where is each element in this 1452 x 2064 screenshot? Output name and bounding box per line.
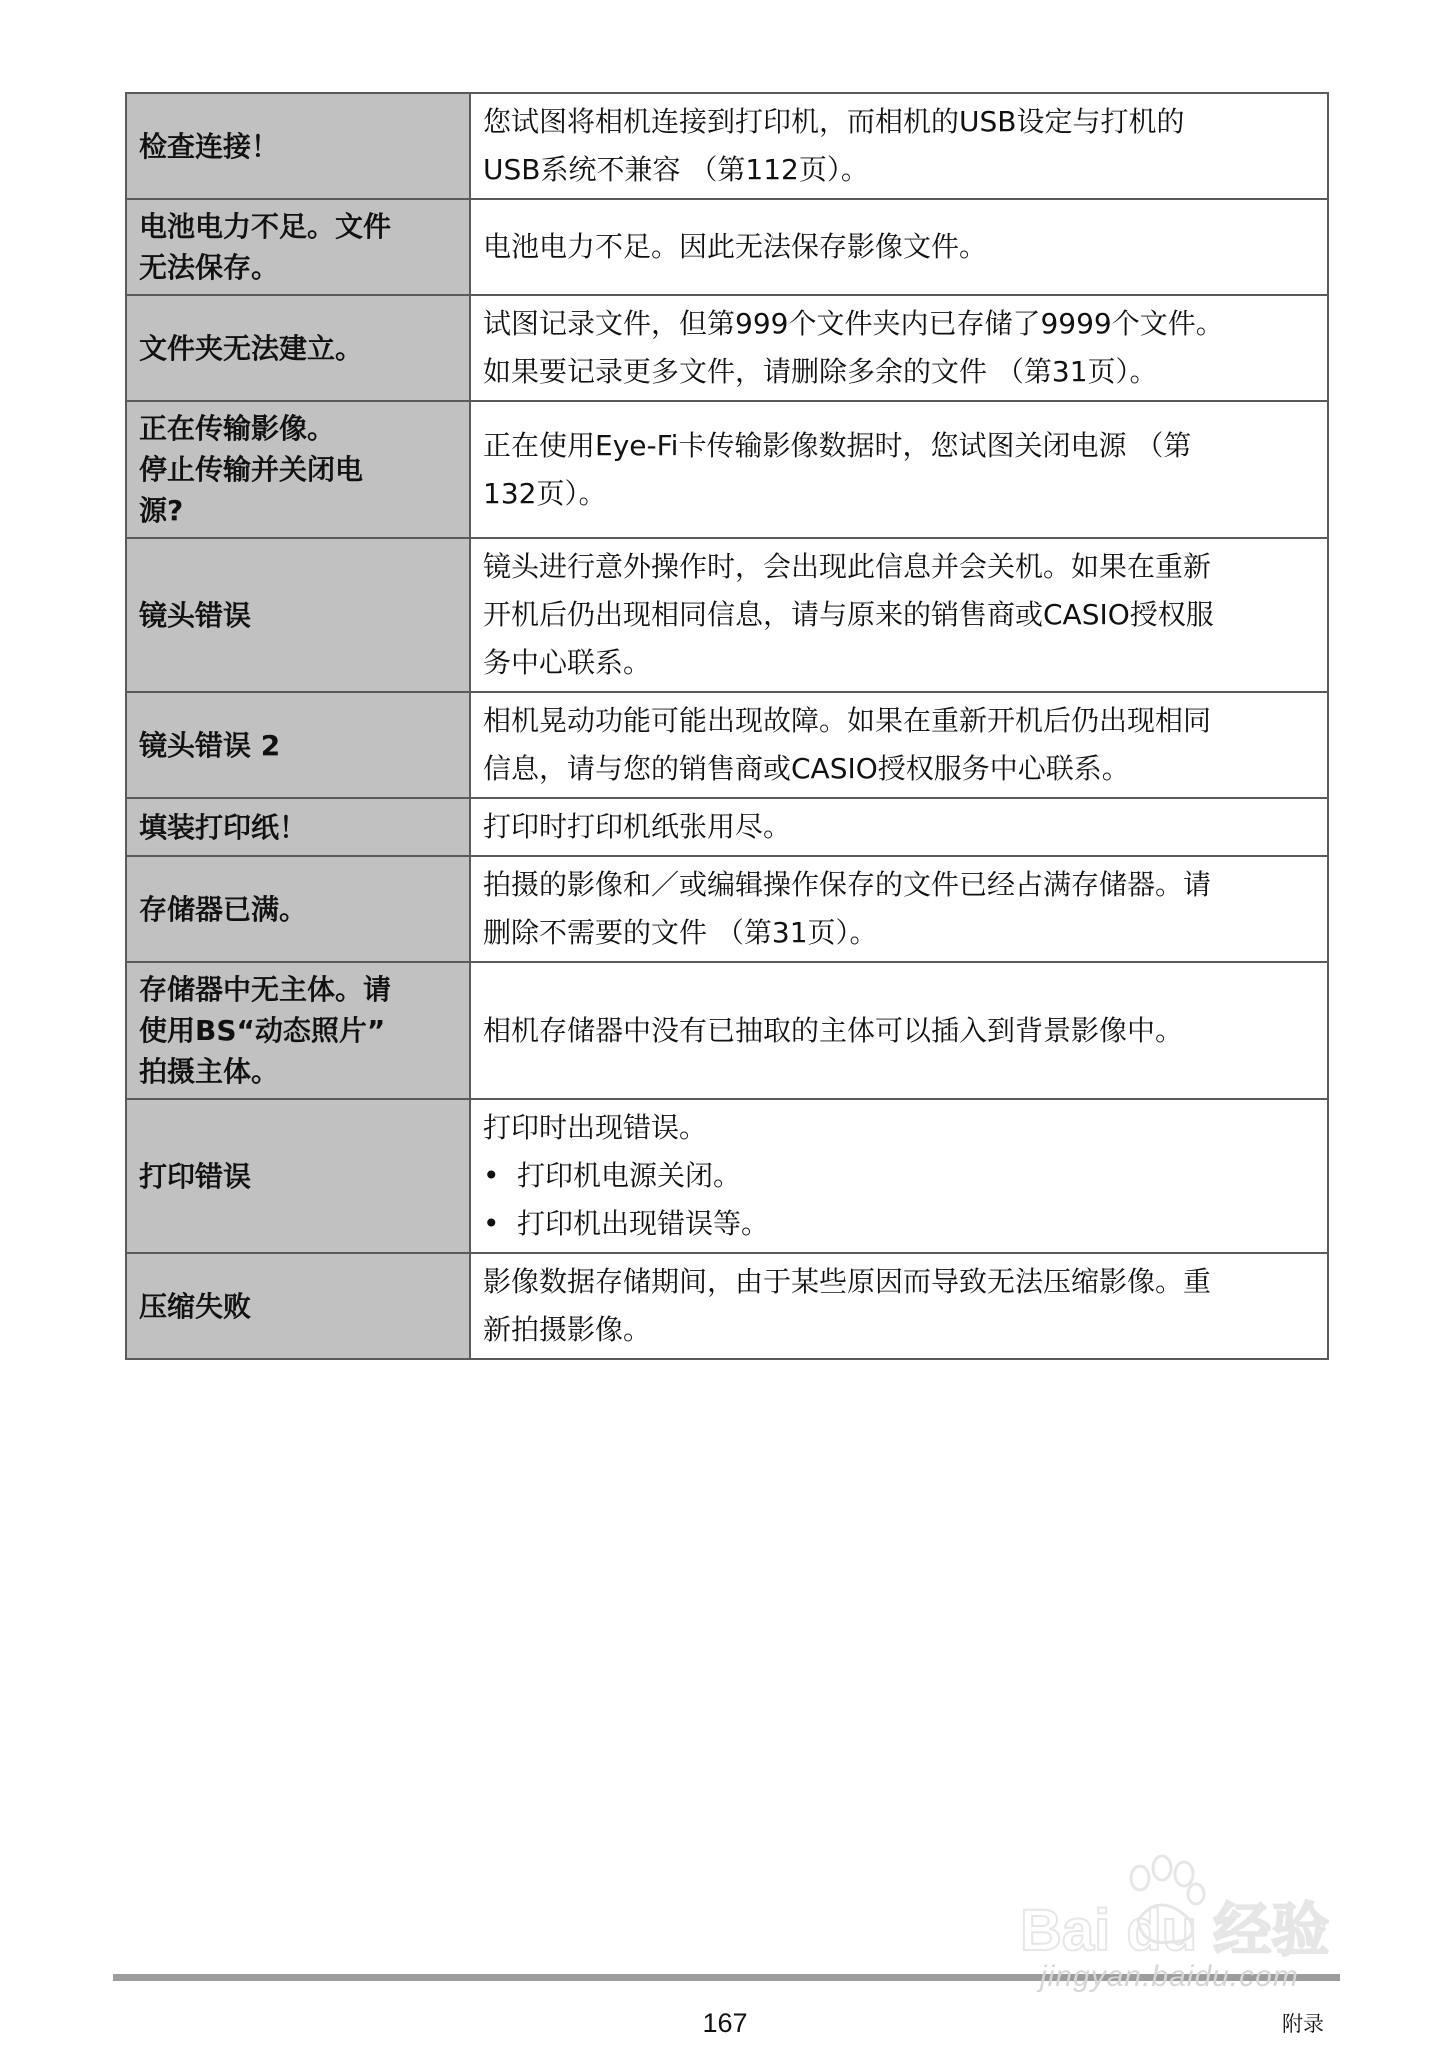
description-cell (470, 798, 1328, 856)
bullet-icon: • (483, 1159, 500, 1192)
bullet-item (483, 1200, 1315, 1248)
message-text: 存储器已满。 (139, 892, 308, 926)
message-text: 镜头错误 (139, 598, 252, 632)
description-text: 相机晃动功能可能出现故障。如果在重新开机后仍出现相同 (483, 704, 1212, 737)
description-text: 打印时出现错误。 (483, 1111, 708, 1144)
table-row (126, 1099, 1328, 1253)
description-cell (470, 199, 1328, 295)
table-row (126, 856, 1328, 962)
description-text: 镜头进行意外操作时，会出现此信息并会关机。如果在重新 (483, 550, 1212, 583)
description-cell (470, 401, 1328, 538)
bullet-text: 打印机出现错误等。 (517, 1207, 770, 1240)
message-cell (126, 1099, 470, 1253)
description-cell (470, 1253, 1328, 1359)
message-cell (126, 295, 470, 401)
page-number: 167 (702, 2008, 748, 2038)
message-text: 无法保存。 (139, 251, 280, 284)
message-cell (126, 401, 470, 538)
description-text: 新拍摄影像。 (483, 1313, 652, 1346)
message-text: 拍摄主体。 (139, 1055, 280, 1088)
message-text: 电池电力不足。文件 (139, 210, 392, 243)
message-cell (126, 692, 470, 798)
message-cell (126, 962, 470, 1099)
table-row (126, 295, 1328, 401)
table-row (126, 692, 1328, 798)
bullet-item (483, 1152, 1315, 1200)
message-cell (126, 538, 470, 692)
table-row (126, 401, 1328, 538)
message-text: 文件夹无法建立。 (139, 331, 364, 365)
description-text: 如果要记录更多文件，请删除多余的文件 （第31页）。 (483, 355, 1158, 388)
table-row (126, 199, 1328, 295)
message-text: 使用BS“动态照片” (139, 1014, 386, 1047)
watermark-logo-text: Bai du 经验 (1020, 1898, 1330, 1960)
table-row (126, 798, 1328, 856)
description-text: 相机存储器中没有已抽取的主体可以插入到背景影像中。 (483, 1013, 1184, 1047)
message-text: 正在传输影像。 (139, 412, 336, 445)
message-text: 源? (139, 494, 184, 527)
message-text: 存储器中无主体。请 (139, 973, 392, 1006)
description-text: 开机后仍出现相同信息，请与原来的销售商或CASIO授权服 (483, 598, 1214, 631)
description-text: 132页）。 (483, 476, 607, 510)
bullet-icon: • (483, 1207, 500, 1240)
description-text: 您试图将相机连接到打印机，而相机的USB设定与打机的 (483, 105, 1185, 138)
message-text: 压缩失败 (139, 1289, 252, 1323)
description-text: 试图记录文件，但第999个文件夹内已存储了9999个文件。 (483, 307, 1224, 340)
description-cell (470, 962, 1328, 1099)
error-message-table-body (126, 93, 1328, 1359)
description-cell (470, 93, 1328, 199)
message-cell (126, 856, 470, 962)
bullet-text: 打印机电源关闭。 (517, 1159, 742, 1192)
message-cell (126, 93, 470, 199)
error-message-table (125, 92, 1329, 1360)
description-cell (470, 692, 1328, 798)
description-text: 拍摄的影像和／或编辑操作保存的文件已经占满存储器。请 (483, 868, 1212, 901)
description-text: 正在使用Eye-Fi卡传输影像数据时，您试图关闭电源 （第 (483, 428, 1192, 462)
baidu-jingyan-watermark-logo (1020, 1850, 1360, 1960)
table-row (126, 538, 1328, 692)
message-text: 检查连接！ (139, 129, 280, 163)
message-text: 打印错误 (139, 1159, 252, 1193)
description-text: 删除不需要的文件 （第31页）。 (483, 916, 878, 949)
description-text: 信息，请与您的销售商或CASIO授权服务中心联系。 (483, 752, 1130, 785)
description-cell (470, 538, 1328, 692)
message-cell (126, 1253, 470, 1359)
description-cell (470, 856, 1328, 962)
message-text: 镜头错误 2 (139, 728, 281, 762)
description-text: 务中心联系。 (483, 646, 652, 679)
description-cell (470, 1099, 1328, 1253)
description-text: 打印时打印机纸张用尽。 (483, 810, 792, 843)
description-text: 电池电力不足。因此无法保存影像文件。 (483, 230, 988, 263)
section-label: 附录 (1282, 2012, 1324, 2036)
message-text: 停止传输并关闭电 (139, 453, 364, 486)
description-cell (470, 295, 1328, 401)
description-text: 影像数据存储期间，由于某些原因而导致无法压缩影像。重 (483, 1265, 1212, 1298)
message-text: 填装打印纸！ (139, 810, 308, 844)
description-text: USB系统不兼容 （第112页）。 (483, 153, 869, 186)
table-row (126, 1253, 1328, 1359)
watermark-url: jingyan.baidu.com (1040, 1960, 1299, 1993)
table-row (126, 93, 1328, 199)
table-row (126, 962, 1328, 1099)
message-cell (126, 798, 470, 856)
message-cell (126, 199, 470, 295)
